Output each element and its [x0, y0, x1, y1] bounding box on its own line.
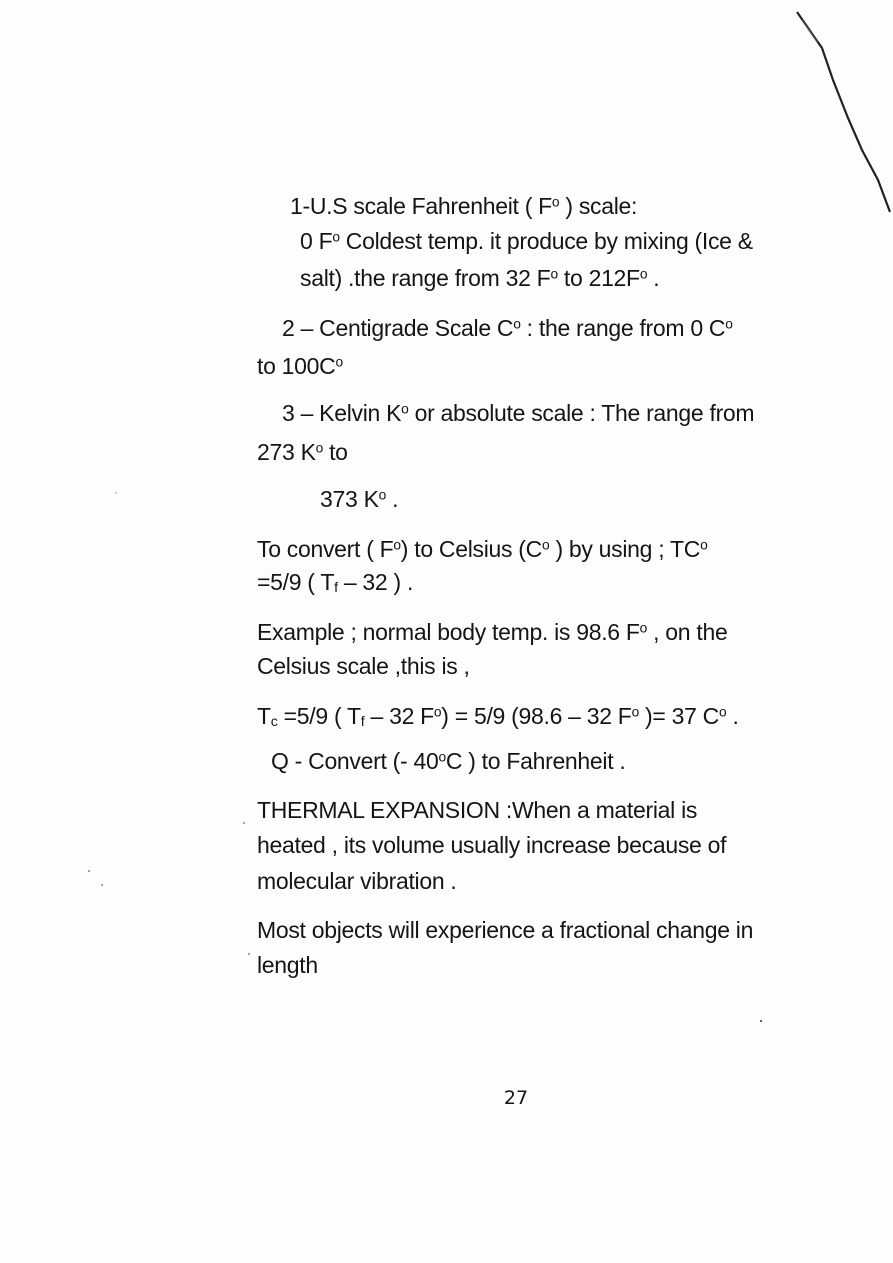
scan-speck — [101, 884, 103, 886]
kelvin-line-2: 273 $K^o$ to — [257, 439, 348, 465]
centigrade-line-1: 2 – Centigrade Scale $C^o$ : the range from 0 $C^o$ — [282, 315, 733, 341]
example-line-1: Example ; normal body temp. is 98.6 $F^o$ , on the — [257, 619, 728, 645]
scan-speck — [115, 492, 117, 494]
question-line: Q - Convert (- 40$^o$C ) to Fahrenheit . — [271, 748, 626, 774]
fahrenheit-heading: 1-U.S scale Fahrenheit ( $F^o$ ) scale: — [290, 193, 638, 219]
conversion-line-1: To convert ( $F^o$) to Celsius ($C^o$ ) by using ; $TC^o$ — [257, 536, 708, 562]
objects-line-1: Most objects will experience a fractional change in — [257, 917, 754, 943]
conversion-line-2: =5/9 ( $T_f - 32$ ) . — [257, 569, 414, 597]
fahrenheit-line-2: 0 $F^o$ Coldest temp. it produce by mixing (Ice & — [300, 228, 753, 254]
example-line-2: Celsius scale ,this is , — [257, 653, 470, 679]
objects-line-2: length — [257, 952, 318, 978]
page-number: 27 — [503, 1087, 529, 1109]
thermal-line-1: THERMAL EXPANSION :When a material is — [257, 797, 698, 823]
formula-line: $T_c =5/9$ ( $T_f - 32$ $F^o) = 5/9$ (98.6 – 32 $F^o$ )= 37 $C^o$ . — [257, 703, 739, 731]
scan-speck — [760, 1020, 762, 1022]
scan-speck — [243, 822, 245, 824]
scan-speck — [248, 953, 250, 955]
thermal-line-2: heated , its volume usually increase because of — [257, 832, 727, 858]
centigrade-line-2: to $100C^o$ — [257, 353, 343, 379]
thermal-line-3: molecular vibration . — [257, 868, 457, 894]
scan-speck — [88, 870, 90, 872]
kelvin-line-1: 3 – Kelvin $K^o$ or absolute scale : The range from — [282, 400, 755, 426]
kelvin-line-3: 373 $K^o$ . — [320, 486, 399, 512]
fahrenheit-line-3: salt) .the range from 32 $F^o$ to $212F^o$ . — [300, 265, 660, 291]
